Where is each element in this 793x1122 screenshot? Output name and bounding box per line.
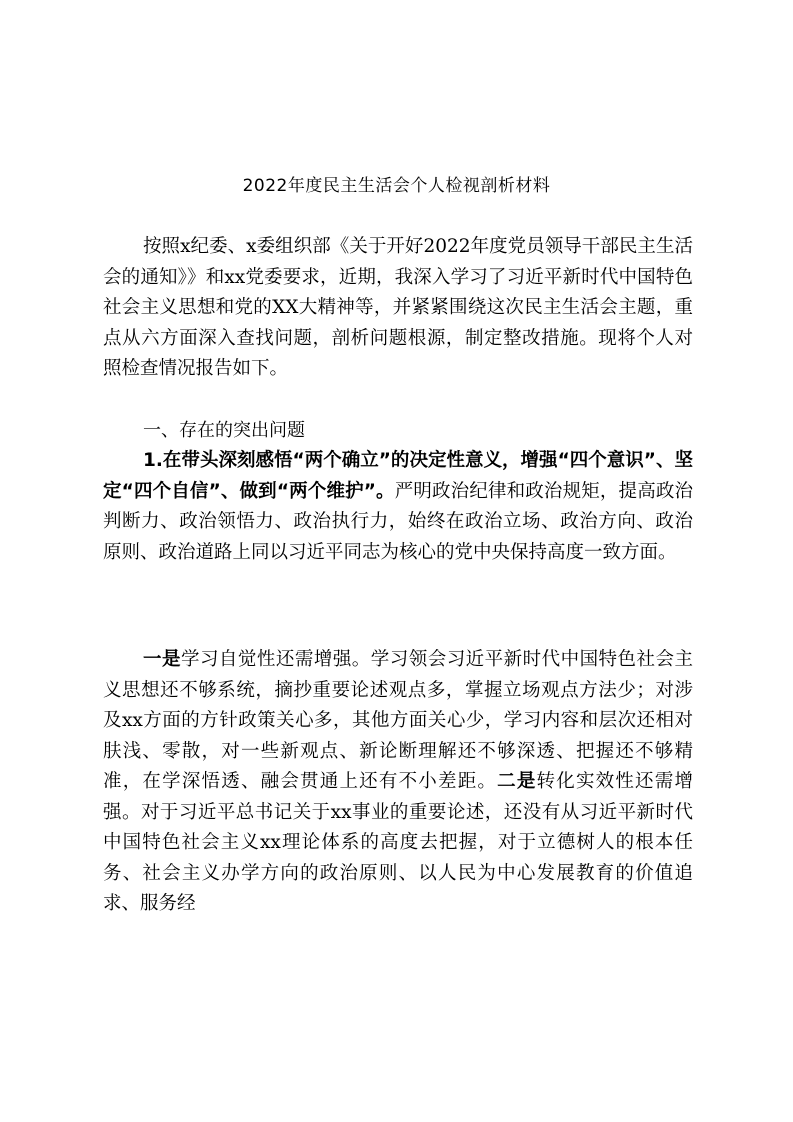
point-one-lead: 一是 (143, 649, 181, 670)
section-heading: 一、存在的突出问题 (143, 420, 305, 441)
item1-paragraph (103, 446, 693, 568)
item1-bold-lead: 1.在带头深刻感悟“两个确立”的决定性意义，增强“四个意识”、坚定“四个自信”、做到“两个维护”。 (103, 450, 693, 502)
document-title: 2022年度民主生活会个人检视剖析材料 (242, 176, 551, 196)
item1-text: 严明政治纪律和政治规矩，提高政治判断力、政治领悟力、政治执行力，始终在政治立场、政治方向、政治原则、政治道路上同以习近平同志为核心的党中央保持高度一致方面。 (103, 480, 693, 563)
point-two-lead: 二是 (497, 771, 537, 792)
intro-paragraph: 按照x纪委、x委组织部《关于开好2022年度党员领导干部民主生活会的通知》》和xx党委要求，近期，我深入学习了习近平新时代中国特色社会主义思想和党的XX大精神等，并紧紧围绕这次民主生活会主题，重点从六方面深入查找问题，剖析问题根源，制定整改措施。现将个人对照检查情况报告如下。 (103, 236, 693, 379)
detail-paragraph (103, 645, 693, 920)
point-one-text: 学习自觉性还需增强。学习领会习近平新时代中国特色社会主义思想还不够系统，摘抄重要论述观点多，掌握立场观点方法少；对涉及xx方面的方针政策关心多，其他方面关心少，学习内容和层次还相对肤浅、零散，对一些新观点、新论断理解还不够深透、把握还不够精准，在学深悟透、融会贯通上还有不小差距。 (103, 649, 693, 792)
point-two-text: 转化实效性还需增强。对于习近平总书记关于xx事业的重要论述，还没有从习近平新时代中国特色社会主义xx理论体系的高度去把握，对于立德树人的根本任务、社会主义办学方向的政治原则、以人民为中心发展教育的价值追求、服务经 (103, 771, 693, 914)
